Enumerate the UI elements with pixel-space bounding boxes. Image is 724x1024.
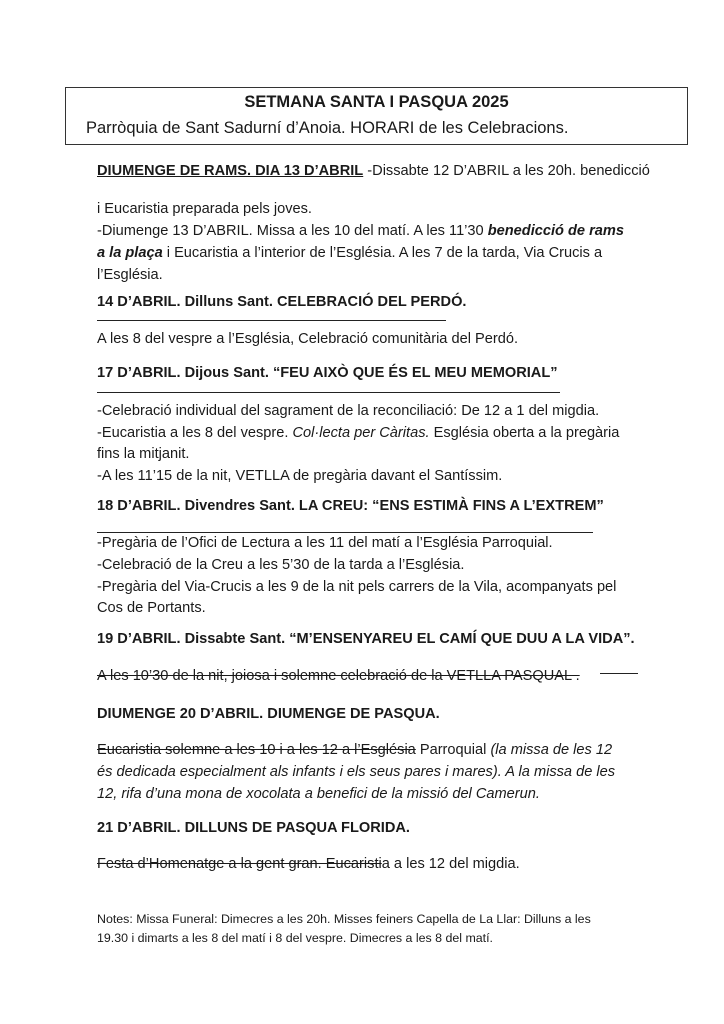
- rams-heading-line: [97, 161, 650, 181]
- dijous-line4: -A les 11’15 de la nit, VETLLA de pregària davant el Santíssim.: [97, 468, 503, 484]
- rams-blessing-emphasis: benedicció de rams: [487, 223, 624, 239]
- dilluns-heading: 14 D’ABRIL. Dilluns Sant. CELEBRACIÓ DEL PERDÓ.: [97, 294, 467, 310]
- rams-heading: DIUMENGE DE RAMS. DIA 13 D’ABRIL: [97, 163, 364, 179]
- divendres-line2: -Celebració de la Creu a les 5’30 de la tarda a l’Església.: [97, 557, 465, 573]
- divendres-heading: 18 D’ABRIL. Divendres Sant. LA CREU: “ENS ESTIMÀ FINS A L’EXTREM”: [97, 498, 604, 514]
- rams-placa-emphasis: a la plaça: [97, 245, 163, 261]
- dijous-line2-text: -Eucaristia a les 8 del vespre.: [97, 425, 293, 441]
- dijous-heading: 17 D’ABRIL. Dijous Sant. “FEU AIXÒ QUE ÉS EL MEU MEMORIAL”: [97, 365, 558, 381]
- pasqua-line2: és dedicada especialment als infants i els seus pares i mares). A la missa de les: [97, 764, 616, 780]
- dijous-line2-rest: Església oberta a la pregària: [429, 425, 620, 441]
- caritas-collection: Col·lecta per Càritas.: [292, 425, 430, 441]
- pasqua-line1-italic: (la missa de les 12: [490, 742, 613, 758]
- divendres-line4: Cos de Portants.: [97, 600, 206, 616]
- document-subtitle: Parròquia de Sant Sadurní d’Anoia. HORARI de les Celebracions.: [86, 119, 569, 137]
- dijous-underline: [97, 392, 560, 393]
- rams-line2: i Eucaristia preparada pels joves.: [97, 201, 312, 217]
- rams-line3: [97, 221, 624, 241]
- rams-line1-text: -Dissabte 12 D’ABRIL a les 20h. benedicció: [363, 163, 650, 179]
- pasqua-line3: 12, rifa d’una mona de xocolata a benefici de la missió del Camerun.: [97, 786, 540, 802]
- pasqua-line1-text: Parroquial: [415, 742, 491, 758]
- divendres-line3: -Pregària del Via-Crucis a les 9 de la nit pels carrers de la Vila, acompanyats pel: [97, 579, 617, 595]
- notes-line1: Notes: Missa Funeral: Dimecres a les 20h. Misses feiners Capella de La Llar: Dilluns a les: [97, 912, 591, 926]
- rams-line5: l’Església.: [97, 267, 163, 283]
- rams-line3-text: -Diumenge 13 D’ABRIL. Missa a les 10 del matí. A les 11’30: [97, 223, 488, 239]
- dijous-line2: [97, 423, 619, 443]
- document-title: SETMANA SANTA I PASQUA 2025: [244, 93, 509, 111]
- title-box: [65, 87, 688, 145]
- dissabte-line1: A les 10’30 de la nit, joiosa i solemne celebració de la VETLLA PASQUAL .: [97, 668, 580, 684]
- rams-line4: [97, 243, 602, 263]
- divendres-line1: -Pregària de l’Ofici de Lectura a les 11 del matí a l’Església Parroquial.: [97, 535, 553, 551]
- florida-heading: 21 D’ABRIL. DILLUNS DE PASQUA FLORIDA.: [97, 820, 410, 836]
- rams-line4-text: i Eucaristia a l’interior de l’Església. A les 7 de la tarda, Via Crucis a: [162, 245, 603, 261]
- florida-line1-text: a a les 12 del migdia.: [381, 856, 520, 872]
- dissabte-heading: 19 D’ABRIL. Dissabte Sant. “M’ENSENYAREU EL CAMÍ QUE DUU A LA VIDA”.: [97, 631, 635, 647]
- dilluns-line1: A les 8 del vespre a l’Església, Celebració comunitària del Perdó.: [97, 331, 519, 347]
- dijous-line3: fins la mitjanit.: [97, 446, 190, 462]
- dissabte-strike-tail: [600, 673, 638, 674]
- pasqua-struck-text: Eucaristia solemne a les 10 i a les 12 a l’Església: [97, 742, 416, 758]
- dilluns-underline: [97, 320, 446, 321]
- florida-line1: [97, 854, 520, 874]
- pasqua-heading: DIUMENGE 20 D’ABRIL. DIUMENGE DE PASQUA.: [97, 706, 440, 722]
- notes-line2: 19.30 i dimarts a les 8 del matí i 8 del vespre. Dimecres a les 8 del matí.: [97, 931, 493, 945]
- pasqua-line1: [97, 740, 612, 760]
- florida-struck-text: Festa d’Homenatge a la gent gran. Eucaristi: [97, 856, 382, 872]
- dijous-line1: -Celebració individual del sagrament de la reconciliació: De 12 a 1 del migdia.: [97, 403, 600, 419]
